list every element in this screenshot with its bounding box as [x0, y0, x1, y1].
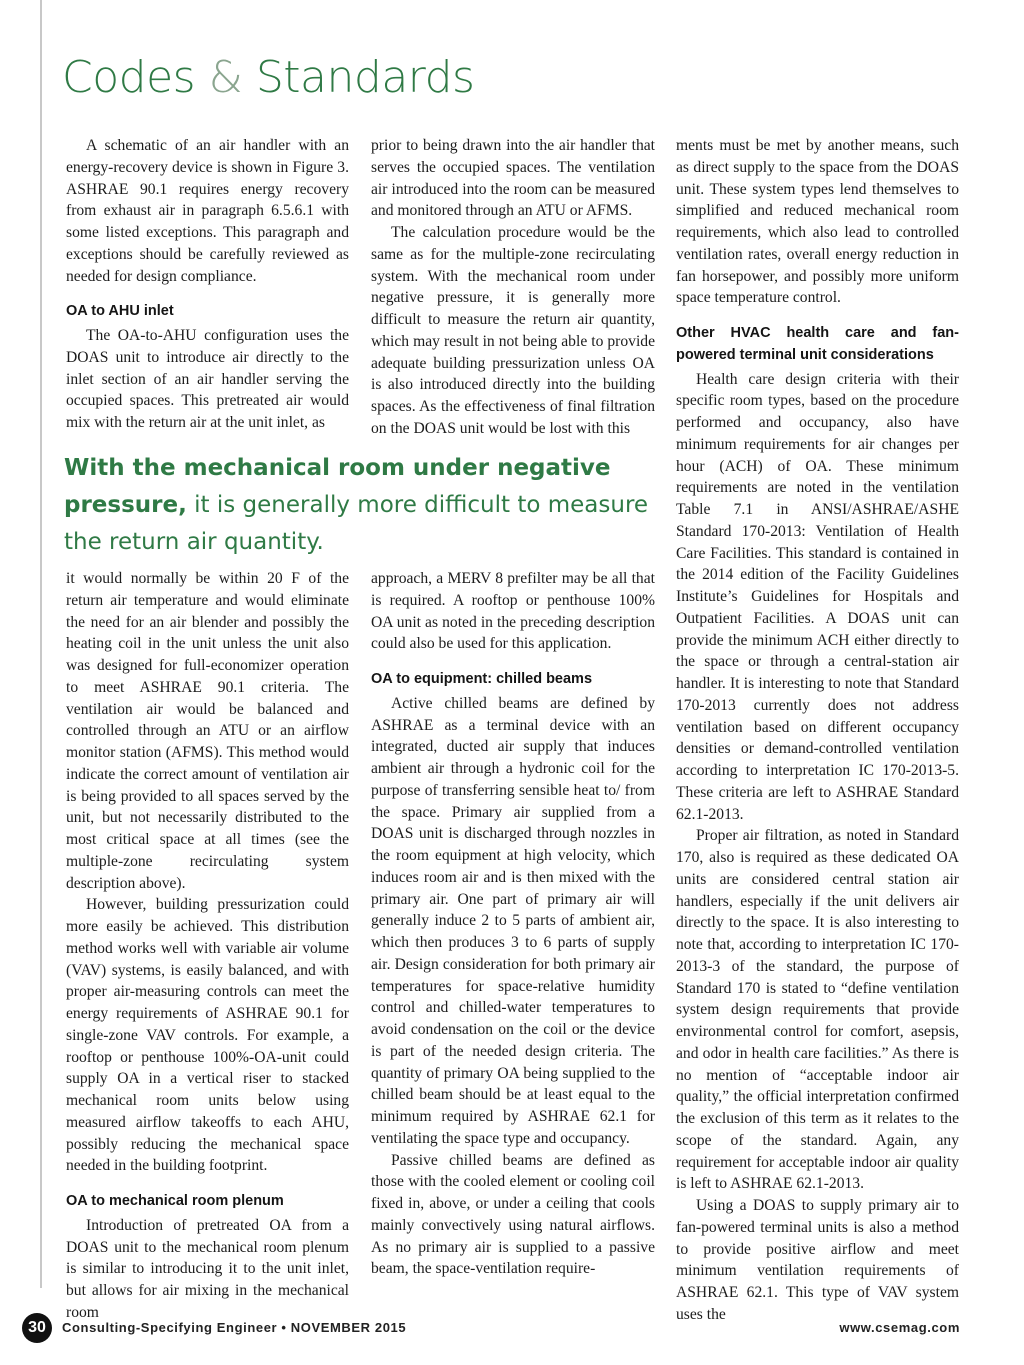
- paragraph: Using a DOAS to supply primary air to fan-powered terminal units is also a method to provide positive airflow and meet minimum ventilation requirements of ASHRAE 62.1. This type of VAV system uses the: [676, 1197, 959, 1323]
- paragraph: Health care design criteria with their specific room types, based on the procedure performed and occupancy, also have minimum requirements for air changes per hour (ACH) of OA. These minimum requirements are noted in the ventilation Table 7.1 in ANSI/ASHRAE/ASHE Standard 170-2013: Ventilation of Health Care Facilities. This standard is contained in the 2014 edition of the Facility Guidelines Institute’s Guidelines for Hospitals and Outpatient Facilities. A DOAS unit can provide the minimum ACH either directly to the space or through a central-station air handler. It is interesting to note that Standard 170-2013 currently does not address ventilation based on different occupancy densities or demand-controlled ventilation according to interpretation IC 170-2013-5. These criteria are left to ASHRAE Standard 62.1-2013.: [676, 370, 959, 823]
- subheading-oa-to-mechanical-room-plenum: OA to mechanical room plenum: [66, 1193, 284, 1209]
- publication-line: Consulting-Specifying Engineer • NOVEMBER 2015: [62, 1320, 407, 1335]
- pull-quote: [64, 450, 654, 561]
- column-3: [676, 135, 959, 1326]
- website-link[interactable]: www.csemag.com: [839, 1320, 960, 1335]
- page-number-badge: 30: [22, 1313, 52, 1343]
- column-2-top: [371, 135, 655, 440]
- subheading-oa-to-ahu-inlet: OA to AHU inlet: [66, 303, 174, 320]
- paragraph-continued: ments must be met by another means, such as direct supply to the space from the DOAS unit. These system types lend themselves to simplified and reduced mechanical room requirements, which also lead to controlled ventilation rates, overall energy reduction in fan horsepower, and possibly more uniform space temperature control.: [676, 137, 959, 307]
- paragraph: A schematic of an air handler with an energy-recovery device is shown in Figure 3. ASHRAE 90.1 requires energy recovery from exhaust air in paragraph 6.5.6.1 with some listed exceptions. This paragraph and exceptions should be carefully reviewed as needed for design compliance.: [66, 137, 349, 285]
- subheading-other-hvac: Other HVAC health care and fan-powered terminal unit considerations: [676, 325, 959, 363]
- column-1-top: [66, 135, 349, 434]
- column-2-bottom: [371, 568, 655, 1280]
- column-1-bottom: [66, 568, 349, 1324]
- paragraph-continued: it would normally be within 20 F of the return air temperature and would eliminate the need for an air blender and possibly the heating coil in the unit unless the unit also was designed for full-economizer operation to meet ASHRAE 90.1 criteria. The ventilation air would be balanced and controlled through an ATU or an airflow monitor station (AFMS). This method would indicate the correct amount of ventilation air is being provided to all spaces served by the unit, but not necessarily distributed to the most critical space at all times (see the multiple-zone recirculating system description above).: [66, 570, 349, 892]
- paragraph: Introduction of pretreated OA from a DOAS unit to the mechanical room plenum is similar to introducing it to the unit inlet, but allows for air mixing in the mechanical room: [66, 1216, 349, 1321]
- margin-rule: [40, 0, 42, 1288]
- paragraph: However, building pressurization could more easily be achieved. This distribution method works well with variable air volume (VAV) systems, is easily balanced, and with proper air-measuring controls can meet the energy requirements of ASHRAE 90.1 for single-zone VAV controls. For example, a rooftop or penthouse 100%-OA-unit could supply OA in a vertical riser to stacked mechanical room units below using measured airflow takeoffs to each AHU, possibly reducing the mechanical space needed in the building footprint.: [66, 896, 349, 1175]
- pull-quote-bold: With the mechanical room under negative pressure,: [64, 455, 611, 518]
- paragraph: The calculation procedure would be the same as for the multiple-zone recirculating system. With the mechanical room under negative pressure, it is generally more difficult to measure the return air quantity, which may result in not being able to provide adequate building pressurization unless OA is also introduced directly into the building spaces. As the effectiveness of final filtration on the DOAS unit would be lost with this: [371, 224, 655, 437]
- page-footer: [22, 1313, 960, 1343]
- paragraph: Active chilled beams are defined by ASHRAE as a terminal device with an integrated, ducted air supply that induces ambient air through a hydronic coil for the purpose of transferring sensible heat to/ from the space. Primary air supplied from a DOAS unit is discharged through nozzles in the room equipment at high velocity, which induces room air and is then mixed with the primary air. One part of primary air will generally induce 2 to 5 parts of ambient air, which then produces 3 to 6 parts of supply air. Design consideration for both primary air temperatures for space-relative humidity control and chilled-water temperatures to avoid condensation on the coil or the device is part of the needed design criteria. The quantity of primary OA being supplied to the chilled beam should be at least equal to the minimum required by ASHRAE 62.1 for ventilating the space type and occupancy.: [371, 694, 655, 1147]
- paragraph: Passive chilled beams are defined as those with the cooled element or cooling coil fixed in, above, or under a ceiling that cools mainly convectively using natural airflows. As no primary air is supplied to a passive beam, the space-ventilation require-: [371, 1151, 655, 1278]
- paragraph-continued: approach, a MERV 8 prefilter may be all that is required. A rooftop or penthouse 100% OA unit as noted in the preceding description could also be used for this application.: [371, 570, 655, 653]
- pull-quote-regular: it is generally more difficult to measure the return air quantity.: [64, 492, 649, 555]
- paragraph-continued: prior to being drawn into the air handler that serves the occupied spaces. The ventilation air introduced into the room can be measured and monitored through an ATU or AFMS.: [371, 137, 655, 220]
- subheading-chilled-beams: OA to equipment: chilled beams: [371, 671, 593, 687]
- paragraph: Proper air filtration, as noted in Standard 170, also is required as these dedicated OA units are considered central station air handlers, especially if the unit delivers air directly to the space. It is also interesting to note that, according to interpretation IC 170-2013-3 of the standard, the purpose of Standard 170 is stated to “define ventilation system design requirements that provide environmental control for comfort, asepsis, and odor in health care facilities.” As there is no mention of “acceptable indoor air quality,” the official interpretation confirmed the exclusion of this term as it relates to the scope of the standard. Again, any requirement for acceptable indoor air quality is left to ASHRAE 62.1-2013.: [676, 827, 959, 1193]
- paragraph: The OA-to-AHU configuration uses the DOAS unit to introduce air directly to the inlet section of an air handler serving the occupied spaces. This pretreated air would mix with the return air at the unit inlet, as: [66, 327, 349, 431]
- title-ampersand: &: [208, 52, 243, 103]
- section-title: [62, 52, 474, 103]
- title-part-1: Codes: [62, 52, 209, 103]
- title-part-2: Standards: [242, 52, 475, 103]
